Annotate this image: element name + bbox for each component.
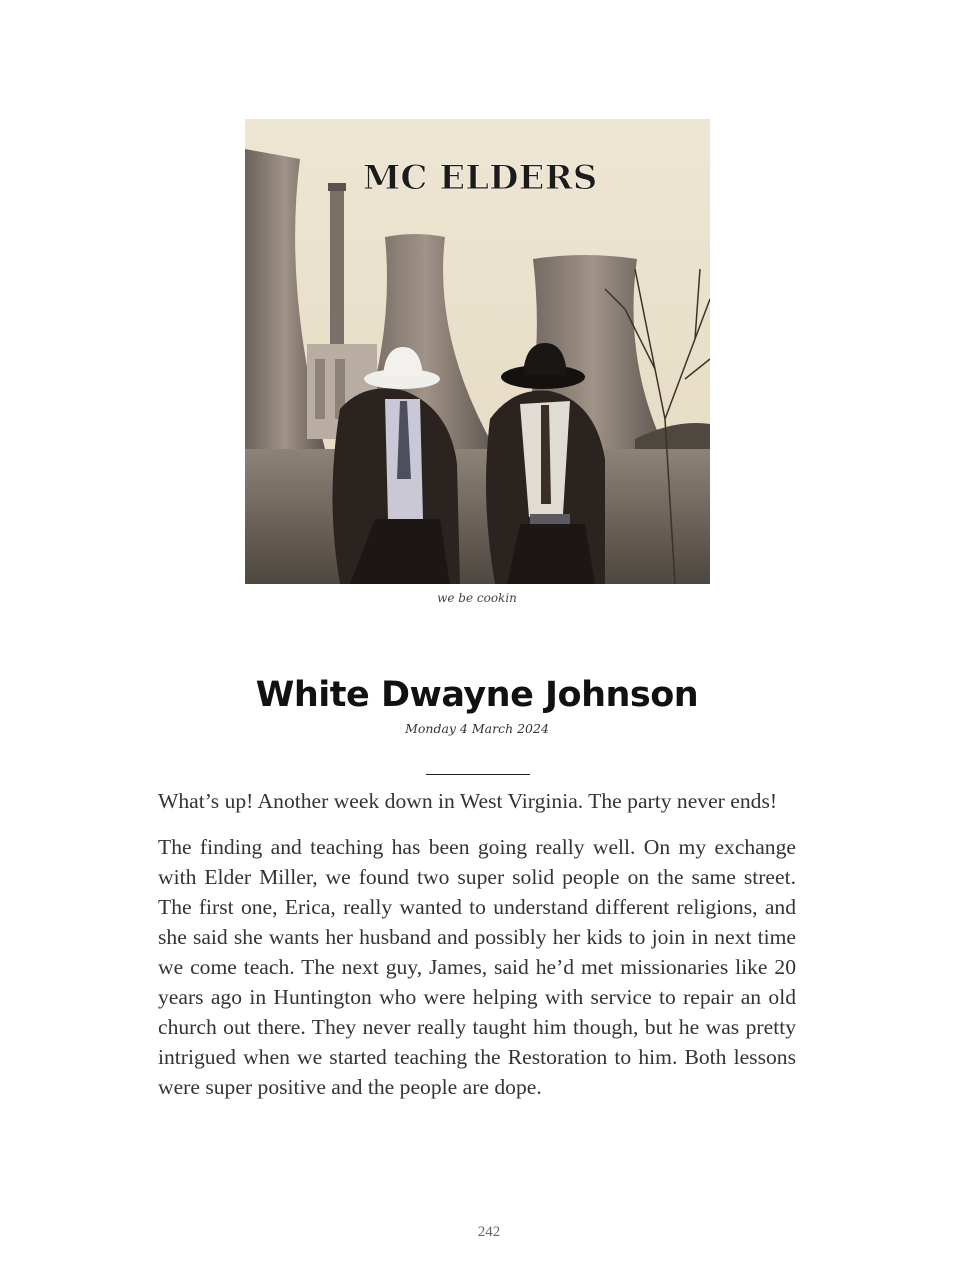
article-body: [158, 786, 796, 1118]
article-date: Monday 4 March 2024: [405, 721, 549, 736]
image-caption: we be cookin: [437, 591, 517, 605]
paragraph: The finding and teaching has been going really well. On my exchange with Elder Miller, we found two super solid people on the same street. The first one, Erica, really wanted to understand different religions, and she said she wants her husband and possibly her kids to join in next time we come teach. The next guy, James, said he’d met missionaries like 20 years ago in Huntington who were helping with service to repair an old church out there. They never really taught him though, but he was pretty intrigued when we started teaching the Restoration to him. Both lessons were super positive and the people are dope.: [158, 835, 796, 1099]
title-divider: [426, 774, 530, 775]
paragraph: What’s up! Another week down in West Virginia. The party never ends!: [158, 789, 778, 813]
page-number: 242: [477, 1224, 501, 1240]
article-title: White Dwayne Johnson: [255, 675, 699, 715]
album-cover-image: [245, 119, 710, 584]
album-title-art-text: MC ELDERS: [362, 158, 598, 198]
